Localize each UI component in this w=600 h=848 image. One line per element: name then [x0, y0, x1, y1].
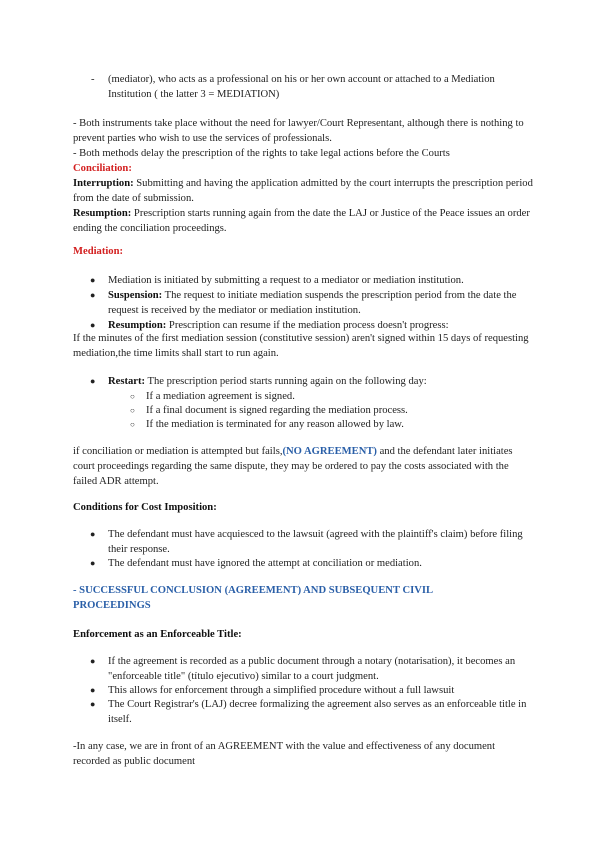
- bullet-icon: ●: [90, 656, 96, 666]
- sub-bullet-icon: ○: [130, 406, 135, 415]
- enforcement-item: The Court Registrar's (LAJ) decree formalizing the agreement also serves as an enforceable title in itself.: [108, 699, 527, 725]
- enforcement-item: If the agreement is recorded as a public document through a notary (notarisation), it becomes an "enforceable title" (título ejecutivo) similar to a court judgment.: [108, 656, 516, 682]
- bullet-icon: ●: [90, 376, 96, 386]
- mediation-restart: [108, 374, 533, 389]
- mediation-initiation: Mediation is initiated by submitting a request to a mediator or mediation institution.: [108, 275, 464, 286]
- bullet-icon: ●: [90, 558, 96, 568]
- interruption-text: Submitting and having the application admitted by the court interrupts the prescription period from the date of submission.: [73, 178, 533, 204]
- failed-post: and the defendant later initiates court proceedings regarding the same dispute, they may be ordered to pay the costs associated with the failed ADR attempt.: [73, 446, 513, 487]
- failed-adr-paragraph: [73, 444, 533, 489]
- restart-label: Restart:: [108, 376, 146, 387]
- mediation-resumption-label: Resumption:: [108, 320, 167, 331]
- cost-condition: The defendant must have acquiesced to the lawsuit (agreed with the plaintiff's claim) before filing their response.: [108, 529, 523, 555]
- minutes-paragraph: If the minutes of the first mediation session (constitutive session) aren't signed within 15 days of requesting mediation,the time limits shall start to run again.: [73, 333, 529, 359]
- cost-heading: Conditions for Cost Imposition:: [73, 502, 217, 513]
- bullet-icon: ●: [90, 699, 96, 709]
- mediation-suspension: [108, 288, 533, 318]
- conciliation-heading: Conciliation:: [73, 163, 132, 174]
- resumption-text: Prescription starts running again from the date the LAJ or Justice of the Peace issues an order ending the conciliation proceedings.: [73, 208, 530, 234]
- cost-condition: The defendant must have ignored the attempt at conciliation or mediation.: [108, 558, 422, 569]
- restart-item: If a mediation agreement is signed.: [146, 391, 295, 402]
- bullet-icon: ●: [90, 685, 96, 695]
- sub-bullet-icon: ○: [130, 392, 135, 401]
- restart-item: If the mediation is terminated for any reason allowed by law.: [146, 419, 404, 430]
- enforcement-item: This allows for enforcement through a simplified procedure without a full lawsuit: [108, 685, 455, 696]
- conciliation-interruption: [73, 176, 533, 206]
- suspension-label: Suspension:: [108, 290, 163, 301]
- dash-marker: -: [91, 74, 95, 85]
- failed-pre: if conciliation or mediation is attempted but fails,: [73, 446, 283, 457]
- resumption-label: Resumption:: [73, 208, 132, 219]
- restart-item: If a final document is signed regarding the mediation process.: [146, 405, 408, 416]
- conciliation-resumption: [73, 206, 533, 236]
- mediation-resumption-text: Prescription can resume if the mediation process doesn't progress:: [166, 320, 449, 331]
- mediation-heading: Mediation:: [73, 246, 124, 257]
- enforcement-heading: Enforcement as an Enforceable Title:: [73, 629, 242, 640]
- success-heading: - SUCCESSFUL CONCLUSION (AGREEMENT) AND SUBSEQUENT CIVIL PROCEEDINGS: [73, 585, 433, 611]
- mediator-paragraph: (mediator), who acts as a professional on his or her own account or attached to a Mediation Institution ( the latter 3 = MEDIATION): [108, 74, 495, 100]
- note-prescription: - Both methods delay the prescription of the rights to take legal actions before the Courts: [73, 148, 450, 159]
- suspension-text: The request to initiate mediation suspends the prescription period from the date the request is received by the mediator or mediation institution.: [108, 290, 517, 316]
- bullet-icon: ●: [90, 320, 96, 330]
- restart-text: The prescription period starts running again on the following day:: [145, 376, 427, 387]
- note-professionals: - Both instruments take place without the need for lawyer/Court Representant, although there is nothing to prevent parties who wish to use the services of professionals.: [73, 118, 524, 144]
- closing-paragraph: -In any case, we are in front of an AGREEMENT with the value and effectiveness of any document recorded as public document: [73, 741, 496, 767]
- no-agreement-highlight: (NO AGREEMENT): [282, 446, 377, 457]
- bullet-icon: ●: [90, 275, 96, 285]
- bullet-icon: ●: [90, 529, 96, 539]
- sub-bullet-icon: ○: [130, 420, 135, 429]
- bullet-icon: ●: [90, 290, 96, 300]
- interruption-label: Interruption:: [73, 178, 134, 189]
